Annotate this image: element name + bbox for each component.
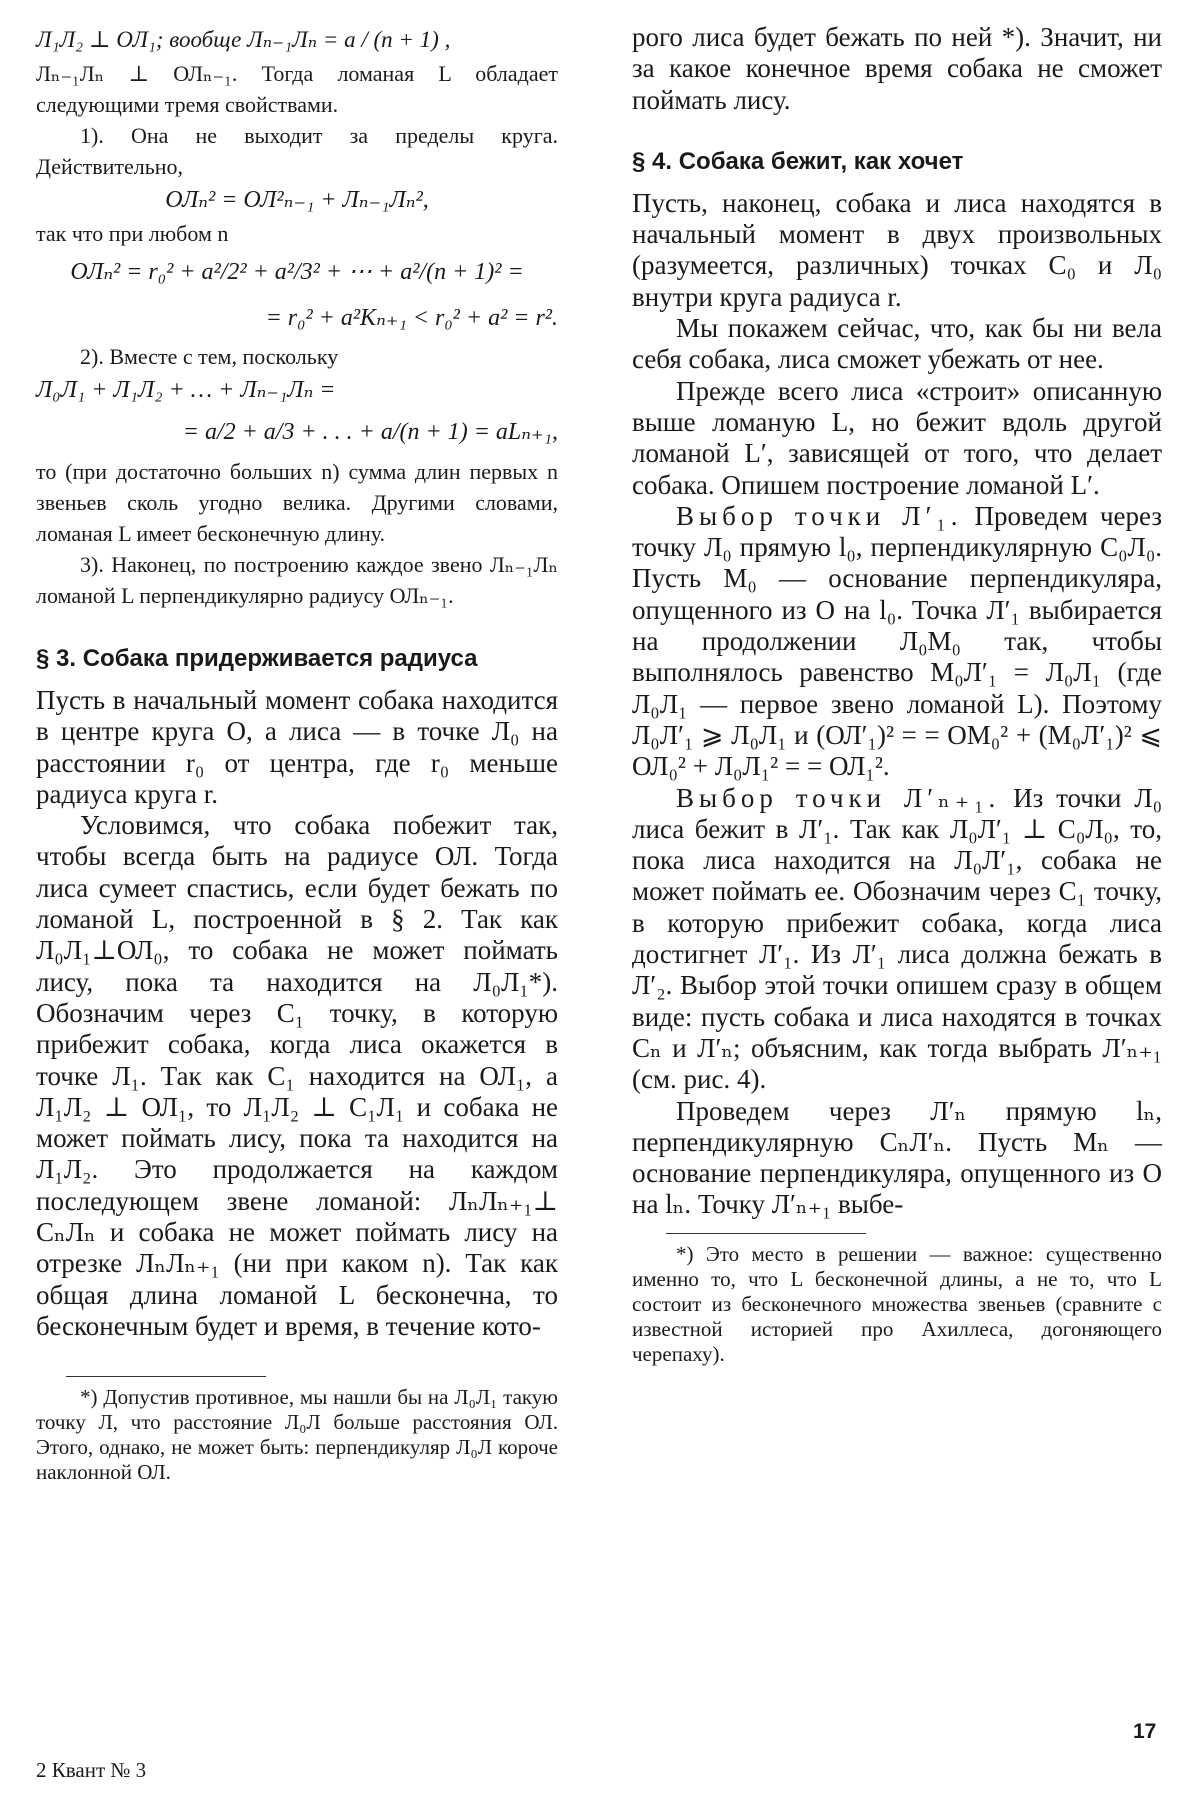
formula-2: ОЛₙ² = r₀² + a²/2² + a²/3² + ⋯ + a²/(n + 1)² = [70, 259, 524, 285]
choice-point-1-text: Проведем через точку Л₀ прямую l₀, перпендикулярную C₀Л₀. Пусть M₀ — основание перпендикуляра, опущенного из О на l₀. Точка Л′₁ выбирается на продолжении Л₀M₀ так, чтобы выполнялось равенство M₀Л′₁ = Л₀Л₁ (где Л₀Л₁ — первое звено ломаной L). Поэтому Л₀Л′₁ ⩾ Л₀Л₁ и (ОЛ′₁)² = = ОM₀² + (M₀Л′₁)² ⩽ ОЛ₀² + Л₀Л₁² = = ОЛ₁². [632, 500, 1162, 782]
continuation-paragraph: рого лиса будет бежать по ней *). Значит, ни за какое конечное время собака не сможет поймать лису. [632, 22, 1162, 115]
choice-point-n-text: Из точки Л₀ лиса бежит в Л′₁. Так как Л₀Л′₁ ⊥ C₀Л₀, то, пока лиса находится на Л₀Л′₁, собака не может поймать ее. Обозначим через C₁ точку, в которую прибежит собака, когда лиса достигнет Л′₁. Из Л′₁ лиса должна бежать в Л′₂. Выбор этой точки опишем сразу в общем виде: пусть собака и лиса находятся в точках Cₙ и Л′ₙ; объясним, как тогда выбрать Л′ₙ₊₁ (см. рис. 4). [632, 782, 1163, 1095]
formula-5: = a/2 + a/3 + . . . + a/(n + 1) = aLₙ₊₁, [182, 419, 558, 445]
choice-point-n-label: Выбор точки Л′ₙ₊₁. [676, 782, 1001, 813]
formula-1: ОЛₙ² = ОЛ²ₙ₋₁ + Лₙ₋₁Лₙ², [165, 187, 429, 213]
text-sum: то (при достаточно больших n) сумма длин первых n звеньев сколь угодно велика. Другими словами, ломаная L имеет бесконечную длину. [36, 459, 558, 546]
section-3-paragraph-1: Пусть в начальный момент собака находится в центре круга О, а лиса — в точке Л₀ на расстоянии r₀ от центра, где r₀ меньше радиуса круга r. [36, 685, 558, 809]
footnote-right: *) Это место в решении — важное: существенно именно то, что L бесконечной длины, а не то, что L состоит из бесконечного множества звеньев (сравните с известной историей про Ахиллеса, догоняющего черепаху). [632, 1241, 1162, 1366]
choice-point-n [632, 783, 1162, 1096]
text-any-n: так что при любом n [36, 221, 229, 246]
section-4-paragraph-1: Пусть, наконец, собака и лиса находятся в начальный момент в двух произвольных (разумеется, различных) точках C₀ и Л₀ внутри круга радиуса r. [632, 187, 1162, 312]
section-3-paragraph-2: Условимся, что собака побежит так, чтобы всегда быть на радиусе ОЛ. Тогда лиса сумеет спастись, если будет бежать по ломаной L, построенной в § 2. Так как Л₀Л₁⊥ОЛ₀, то собака не может поймать лису, пока та находится на Л₀Л₁*). Обозначим через C₁ точку, в которую прибежит собака, когда лиса окажется в точке Л₁. Так как C₁ находится на ОЛ₁, а Л₁Л₂ ⊥ ОЛ₁, то Л₁Л₂ ⊥ C₁Л₁ и собака не может поймать лису, пока та находится на Л₁Л₂. Это продолжается на каждом последующем звене ломаной: ЛₙЛₙ₊₁⊥ CₙЛₙ и собака не может поймать лису на отрезке ЛₙЛₙ₊₁ (ни при каком n). Так как общая длина ломаной L бесконечна, то бесконечным будет и время, в течение кото- [36, 810, 558, 1341]
property-1: 1). Она не выходит за пределы круга. Действительно, [36, 123, 558, 179]
section-4-paragraph-3: Прежде всего лиса «строит» описанную выше ломаную L, но бежит вдоль другой ломаной L′, зависящей от того, что делает собака. Опишем построение ломаной L′. [632, 375, 1162, 500]
footnote-left: *) Допустив противное, мы нашли бы на Л₀Л₁ такую точку Л, что расстояние Л₀Л больше расстояния ОЛ. Этого, однако, не может быть: перпендикуляр Л₀Л короче наклонной ОЛ. [36, 1385, 558, 1485]
footnote-divider-right [666, 1233, 866, 1234]
left-column [36, 22, 558, 1485]
formula-top: Л₁Л₂ ⊥ ОЛ₁; вообще Лₙ₋₁Лₙ = a / (n + 1) , [36, 27, 451, 52]
section-3-heading: § 3. Собака придерживается радиуса [36, 645, 478, 672]
last-paragraph: Проведем через Л′ₙ прямую lₙ, перпендикулярную CₙЛ′ₙ. Пусть Mₙ — основание перпендикуляра, опущенного из О на lₙ. Точку Л′ₙ₊₁ выбе- [632, 1095, 1162, 1220]
property-2: 2). Вместе с тем, поскольку [80, 344, 339, 369]
section-4-paragraph-2: Мы покажем сейчас, что, как бы ни вела себя собака, лиса сможет убежать от нее. [632, 313, 1162, 375]
formula-3: = r₀² + a²Kₙ₊₁ < r₀² + a² = r². [265, 305, 558, 331]
section-4-heading: § 4. Собака бежит, как хочет [632, 147, 964, 175]
right-column [632, 22, 1162, 1367]
choice-point-1-label: Выбор точки Л′₁. [676, 500, 963, 531]
page-number: 17 [1133, 1720, 1157, 1743]
choice-point-1 [632, 501, 1162, 783]
footnote-divider-left [66, 1376, 266, 1377]
property-3: 3). Наконец, по построению каждое звено Лₙ₋₁Лₙ ломаной L перпендикулярно радиусу ОЛₙ₋₁. [36, 552, 558, 608]
formula-4: Л₀Л₁ + Л₁Л₂ + … + Лₙ₋₁Лₙ = [36, 377, 336, 403]
signature-mark: 2 Квант № 3 [36, 1758, 147, 1782]
text-top: Лₙ₋₁Лₙ ⊥ ОЛₙ₋₁. Тогда ломаная L обладает следующими тремя свойствами. [36, 61, 558, 117]
